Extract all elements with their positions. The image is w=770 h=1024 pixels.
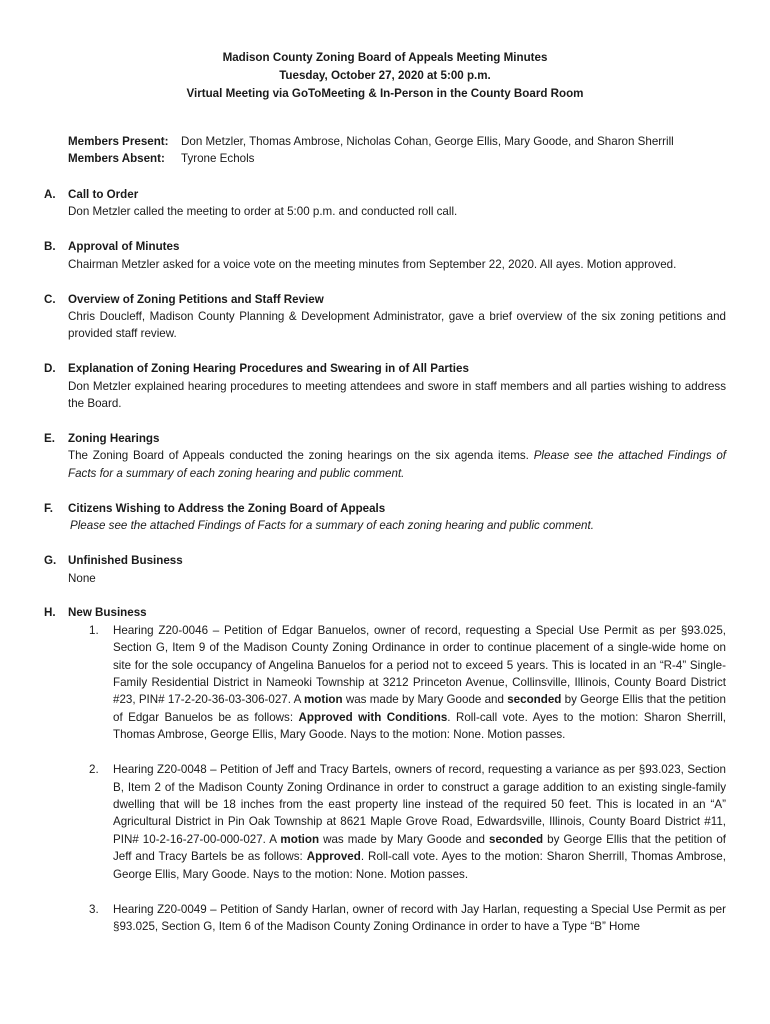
section-heading: New Business (68, 606, 147, 620)
item-bold: Approved (306, 850, 361, 864)
list-item (68, 901, 726, 936)
members-present-value: Don Metzler, Thomas Ambrose, Nicholas Cohan, George Ellis, Mary Goode, and Sharon Sherrill (181, 135, 674, 148)
members-present-label: Members Present: (68, 135, 169, 148)
members-absent-value: Tyrone Echols (181, 152, 255, 166)
section-a (44, 186, 726, 221)
item-text: was made by Mary Goode and (323, 832, 485, 846)
section-body-italic: Please see the attached Findings of Facts for a summary of each zoning hearing and public comment. (68, 449, 726, 480)
item-text: . Roll-call vote. Ayes to the motion: Sharon Sherrill, Thomas Ambrose, George Ellis, Mary Goode. Nays to the motion: None. Motion passes. (113, 850, 726, 881)
members-absent-row (68, 150, 728, 167)
section-letter: G. (44, 554, 57, 568)
item-text: Hearing Z20-0049 – Petition of Sandy Harlan, owner of record with Jay Harlan, requesting a Special Use Permit as per §93.025, Section G, Item 6 of the Madison County Zoning Ordinance in order to have a Type “B” Home (113, 902, 726, 933)
list-item-number: 1. (89, 623, 99, 637)
agenda-sections (44, 186, 726, 953)
section-letter: B. (44, 240, 56, 254)
section-heading: Citizens Wishing to Address the Zoning Board of Appeals (68, 501, 386, 515)
item-text: was made by Mary Goode and (345, 693, 504, 707)
section-heading: Overview of Zoning Petitions and Staff Review (68, 292, 324, 306)
section-heading: Explanation of Zoning Hearing Procedures and Swearing in of All Parties (68, 362, 469, 376)
section-letter: F. (44, 501, 54, 515)
item-text: Hearing Z20-0046 – Petition of Edgar Banuelos, owner of record, requesting a Special Use Permit as per §93.025, Section G, Item 9 of the Madison County Zoning Ordinance in order to continue placement of a single-wide home on site for the sole occupancy of Angelina Banuelos for a period not to exceed 5 years. This is located in an “R-4” Single-Family Residential District in Nameoki Township at 3212 Princeton Avenue, Collinsville, Illinois, County Board District #23, PIN# 17-2-20-36-03-306-027. A (113, 623, 726, 707)
meeting-date: Tuesday, October 27, 2020 at 5:00 p.m. (279, 69, 491, 82)
item-text: . Roll-call vote. Ayes to the motion: Sharon Sherrill, Thomas Ambrose, George Ellis, Mary Goode. Nays to the motion: None. Motion passes. (113, 710, 726, 742)
section-heading: Zoning Hearings (68, 432, 160, 446)
section-body-text: The Zoning Board of Appeals conducted the zoning hearings on the six agenda items. (68, 449, 529, 463)
title-block (0, 49, 770, 103)
item-bold: seconded (489, 832, 544, 846)
section-d (44, 360, 726, 412)
section-letter: D. (44, 362, 56, 376)
list-item (68, 622, 726, 744)
section-heading: Approval of Minutes (68, 240, 180, 254)
item-text: by George Ellis that the petition of Edgar Banuelos be as follows: (113, 693, 726, 724)
section-heading: Call to Order (68, 188, 139, 201)
item-text: by George Ellis that the petition of Jeff and Tracy Bartels be as follows: (113, 832, 726, 864)
section-body: Don Metzler called the meeting to order at 5:00 p.m. and conducted roll call. (68, 205, 458, 219)
item-text: Hearing Z20-0048 – Petition of Jeff and Tracy Bartels, owners of record, requesting a variance as per §93.023, Section B, Item 2 of the Madison County Zoning Ordinance in order to construct a garage addition to an existing single-family dwelling that will be 18 inches from the east property line instead of the required 50 feet. This is located in an “A” Agricultural District in Pin Oak Township at 8621 Maple Grove Road, Edwardsville, Illinois, County Board District #11, PIN# 10-2-16-27-00-000-027. A (113, 763, 726, 846)
section-body: Chairman Metzler asked for a voice vote on the meeting minutes from September 22, 2020. All ayes. Motion approved. (68, 257, 677, 271)
list-item-number: 2. (89, 763, 99, 777)
section-h (44, 604, 726, 935)
section-body: Chris Doucleff, Madison County Planning & Development Administrator, gave a brief overview of the six zoning petitions and provided staff review. (68, 310, 726, 341)
section-letter: H. (44, 606, 56, 620)
section-body (68, 517, 726, 534)
item-bold: motion (280, 832, 320, 846)
section-body: Don Metzler explained hearing procedures to meeting attendees and swore in staff members and all parties wishing to address the Board. (68, 379, 726, 411)
section-letter: A. (44, 188, 56, 201)
item-bold: Approved with Conditions (298, 710, 448, 724)
list-item (68, 761, 726, 883)
meeting-location: Virtual Meeting via GoToMeeting & In-Person in the County Board Room (186, 87, 584, 100)
section-heading: Unfinished Business (68, 554, 183, 568)
section-b (44, 238, 726, 273)
document-title: Madison County Zoning Board of Appeals Meeting Minutes (222, 51, 548, 64)
section-g (44, 552, 726, 587)
members-block (68, 133, 728, 168)
section-c (44, 291, 726, 343)
section-body: None (68, 571, 96, 585)
item-bold: seconded (507, 693, 562, 707)
members-absent-label: Members Absent: (68, 152, 165, 166)
section-letter: C. (44, 292, 56, 306)
section-f (44, 500, 726, 535)
members-present-row (68, 133, 728, 150)
list-item-number: 3. (89, 902, 99, 916)
section-body-italic: Please see the attached Findings of Facts for a summary of each zoning hearing and public comment. (70, 519, 594, 533)
section-body (68, 447, 726, 482)
item-bold: motion (303, 693, 343, 707)
new-business-list (68, 622, 726, 936)
section-e (44, 430, 726, 482)
section-letter: E. (44, 432, 55, 446)
